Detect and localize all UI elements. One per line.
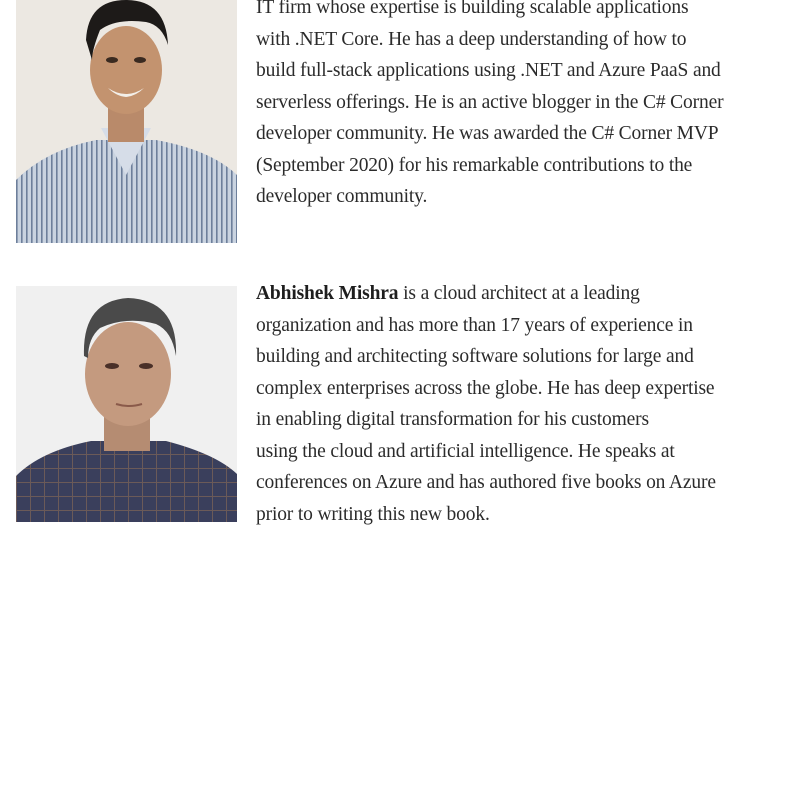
author-photo-1 — [16, 0, 237, 243]
bio-line: using the cloud and artificial intelligence. He speaks at — [256, 440, 675, 462]
author-name: Abhishek Mishra — [256, 283, 399, 304]
bio-line: building and architecting software solutions for large and — [256, 346, 694, 367]
author-bio-2 — [256, 278, 786, 530]
bio-line: conferences on Azure and has authored five books on Azure — [256, 472, 716, 493]
bio-line: serverless offerings. He is an active blogger in the C# Corner — [256, 91, 724, 113]
bio-line: complex enterprises across the globe. He has deep expertise — [256, 377, 715, 399]
portrait-image — [16, 0, 237, 243]
bio-line: IT firm whose expertise is building scalable applications — [256, 0, 689, 18]
bio-line — [256, 278, 786, 310]
bio-line: developer community. — [256, 186, 428, 207]
bio-line: (September 2020) for his remarkable contributions to the — [256, 154, 693, 176]
bio-line: with .NET Core. He has a deep understanding of how to — [256, 28, 687, 50]
bio-text: is a cloud architect at a leading — [398, 283, 640, 304]
bio-line: developer community. He was awarded the C# Corner MVP — [256, 123, 719, 144]
author-photo-2 — [16, 286, 237, 522]
author-bio-1 — [256, 0, 786, 213]
portrait-image — [16, 286, 237, 522]
bio-line: organization and has more than 17 years of experience in — [256, 314, 693, 336]
bio-line: prior to writing this new book. — [256, 503, 490, 525]
bio-line: build full-stack applications using .NET and Azure PaaS and — [256, 60, 721, 81]
bio-line: in enabling digital transformation for his customers — [256, 409, 649, 430]
